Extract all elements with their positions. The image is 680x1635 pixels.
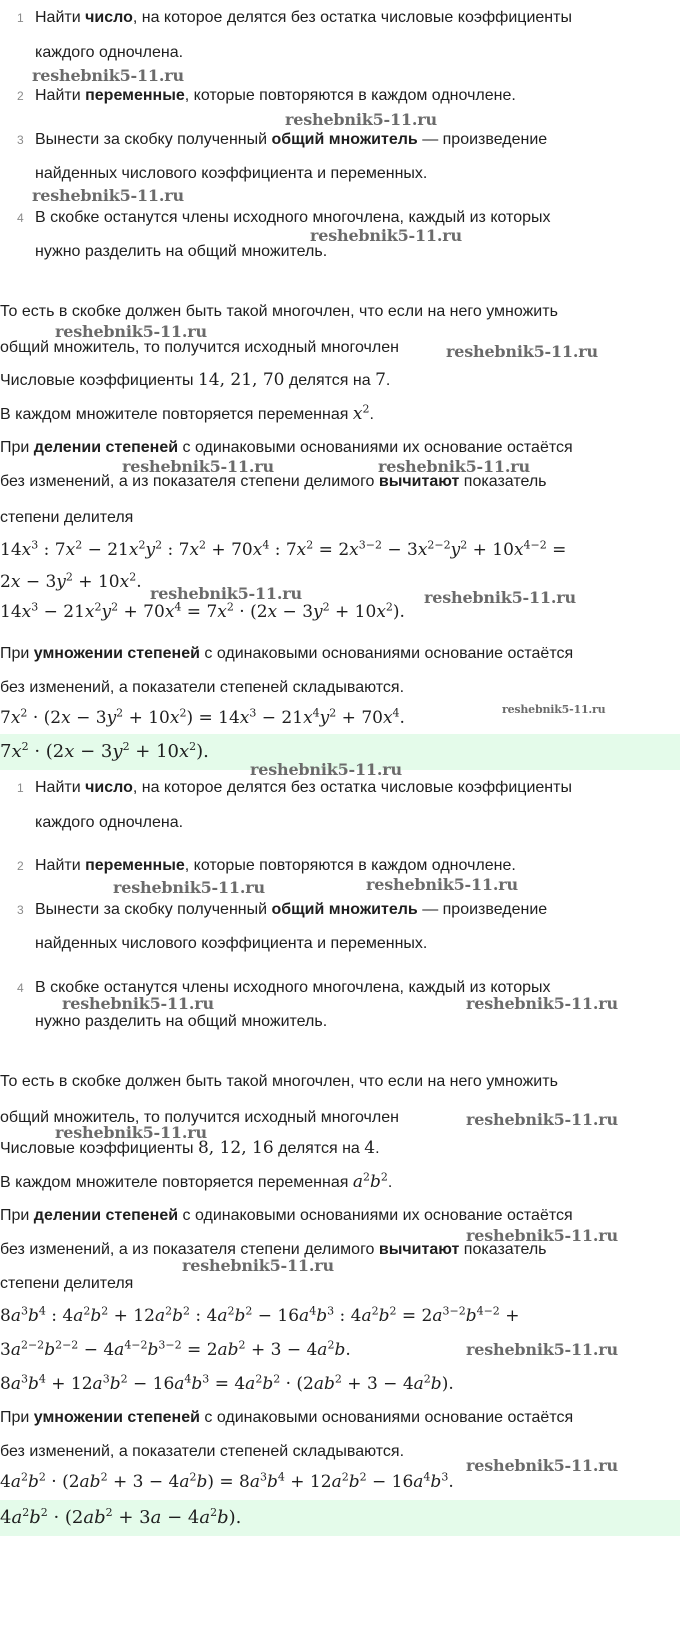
division-rule-line-3: степени делителя — [0, 509, 134, 526]
watermark: reshebnik5-11.ru — [466, 1110, 618, 1129]
math-division-line-1: $14x^3$ : $7x^2 - 21x^2y^2$ : $7x^2 + 70x^4$ : $7x^2 = 2x^{3-2} - 3x^{2-2}y^2 + 10x^{4-2}$ = — [0, 538, 567, 560]
division-rule-line-1: При делении степеней с одинаковыми основаниями их основание остаётся — [0, 1207, 573, 1224]
paragraph-line: общий множитель, то получится исходный многочлен — [0, 339, 399, 356]
step-4-line-1: В скобке останутся члены исходного многочлена, каждый из которых — [35, 209, 551, 226]
step-1-line-1: Найти число, на которое делятся без остатка числовые коэффициенты — [35, 9, 572, 26]
step-1-line-2: каждого одночлена. — [35, 44, 184, 61]
step-number: 2 — [17, 89, 24, 103]
multiplication-rule-line-2: без изменений, а показатели степеней складываются. — [0, 679, 405, 696]
watermark: reshebnik5-11.ru — [32, 186, 184, 205]
step-2-line: Найти переменные, которые повторяются в каждом одночлене. — [35, 857, 516, 874]
coefficients-line: Числовые коэффициенты 14, 21, 70 делятся на 7. — [0, 370, 391, 390]
step-3-line-1: Вынести за скобку полученный общий множитель — произведение — [35, 901, 548, 918]
watermark: reshebnik5-11.ru — [150, 584, 302, 603]
step-1-line-2: каждого одночлена. — [35, 814, 184, 831]
watermark: reshebnik5-11.ru — [122, 457, 274, 476]
step-number: 4 — [17, 981, 24, 995]
step-number: 3 — [17, 903, 24, 917]
multiplication-rule-line-2: без изменений, а показатели степеней складываются. — [0, 1443, 405, 1460]
common-variable-line: В каждом множителе повторяется переменная $x^2$. — [0, 402, 374, 424]
watermark: reshebnik5-11.ru — [466, 1226, 618, 1245]
watermark: reshebnik5-11.ru — [466, 1456, 618, 1475]
division-rule-line-1: При делении степеней с одинаковыми основаниями их основание остаётся — [0, 439, 573, 456]
watermark: reshebnik5-11.ru — [32, 66, 184, 85]
watermark: reshebnik5-11.ru — [55, 1123, 207, 1142]
watermark: reshebnik5-11.ru — [55, 322, 207, 341]
step-number: 2 — [17, 859, 24, 873]
watermark: reshebnik5-11.ru — [446, 342, 598, 361]
math-division-line-1: $8a^3b^4$ : $4a^2b^2 + 12a^2b^2$ : $4a^2b^2 - 16a^4b^3$ : $4a^2b^2 = 2a^{3-2}b^{4-2}$ + — [0, 1304, 520, 1326]
answer-box — [0, 1500, 680, 1536]
paragraph-line: общий множитель, то получится исходный многочлен — [0, 1109, 399, 1126]
multiplication-rule-line-1: При умножении степеней с одинаковыми основаниями основание остаётся — [0, 1409, 574, 1426]
step-4-line-1: В скобке останутся члены исходного многочлена, каждый из которых — [35, 979, 551, 996]
division-rule-line-2: без изменений, а из показателя степени делимого вычитают показатель — [0, 473, 547, 490]
step-2-line: Найти переменные, которые повторяются в каждом одночлене. — [35, 87, 516, 104]
watermark: reshebnik5-11.ru — [182, 1256, 334, 1275]
step-number: 3 — [17, 133, 24, 147]
math-check-line: $7x^2 \cdot (2x - 3y^2 + 10x^2) = 14x^3 - 21x^4y^2 + 70x^4$. — [0, 706, 405, 728]
answer-text: $7x^2 \cdot (2x - 3y^2 + 10x^2)$. — [0, 740, 209, 762]
math-factored-line: $8a^3b^4 + 12a^3b^2 - 16a^4b^3 = 4a^2b^2 \cdot (2ab^2 + 3 - 4a^2b)$. — [0, 1372, 454, 1394]
watermark: reshebnik5-11.ru — [250, 760, 402, 779]
coefficients-line: Числовые коэффициенты 8, 12, 16 делятся на 4. — [0, 1138, 380, 1158]
watermark: reshebnik5-11.ru — [62, 994, 214, 1013]
multiplication-rule-line-1: При умножении степеней с одинаковыми основаниями основание остаётся — [0, 645, 574, 662]
step-number: 4 — [17, 211, 24, 225]
division-rule-line-2: без изменений, а из показателя степени делимого вычитают показатель — [0, 1241, 547, 1258]
division-rule-line-3: степени делителя — [0, 1275, 134, 1292]
common-variable-line: В каждом множителе повторяется переменная $a^2b^2$. — [0, 1170, 393, 1192]
step-3-line-2: найденных числового коэффициента и переменных. — [35, 935, 428, 952]
step-4-line-2: нужно разделить на общий множитель. — [35, 1013, 328, 1030]
watermark: reshebnik5-11.ru — [366, 875, 518, 894]
watermark: reshebnik5-11.ru — [466, 1340, 618, 1359]
watermark: reshebnik5-11.ru — [285, 110, 437, 129]
math-factored-line: $14x^3 - 21x^2y^2 + 70x^4 = 7x^2 \cdot (2x - 3y^2 + 10x^2)$. — [0, 600, 405, 622]
watermark: reshebnik5-11.ru — [502, 703, 606, 716]
step-3-line-2: найденных числового коэффициента и переменных. — [35, 165, 428, 182]
watermark: reshebnik5-11.ru — [424, 588, 576, 607]
math-division-line-2: $2x - 3y^2 + 10x^2$. — [0, 570, 142, 592]
math-division-line-2: $3a^{2-2}b^{2-2} - 4a^{4-2}b^{3-2} = 2ab^2 + 3 - 4a^2b$. — [0, 1338, 351, 1360]
step-number: 1 — [17, 781, 24, 795]
watermark: reshebnik5-11.ru — [378, 457, 530, 476]
watermark: reshebnik5-11.ru — [310, 226, 462, 245]
watermark: reshebnik5-11.ru — [113, 878, 265, 897]
math-check-line: $4a^2b^2 \cdot (2ab^2 + 3 - 4a^2b) = 8a^3b^4 + 12a^2b^2 - 16a^4b^3$. — [0, 1470, 454, 1492]
step-number: 1 — [17, 11, 24, 25]
watermark: reshebnik5-11.ru — [466, 994, 618, 1013]
step-1-line-1: Найти число, на которое делятся без остатка числовые коэффициенты — [35, 779, 572, 796]
step-3-line-1: Вынести за скобку полученный общий множитель — произведение — [35, 131, 548, 148]
answer-text: $4a^2b^2 \cdot (2ab^2 + 3a - 4a^2b)$. — [0, 1506, 242, 1528]
paragraph-line: То есть в скобке должен быть такой многочлен, что если на него умножить — [0, 303, 558, 320]
step-4-line-2: нужно разделить на общий множитель. — [35, 243, 328, 260]
paragraph-line: То есть в скобке должен быть такой многочлен, что если на него умножить — [0, 1073, 558, 1090]
